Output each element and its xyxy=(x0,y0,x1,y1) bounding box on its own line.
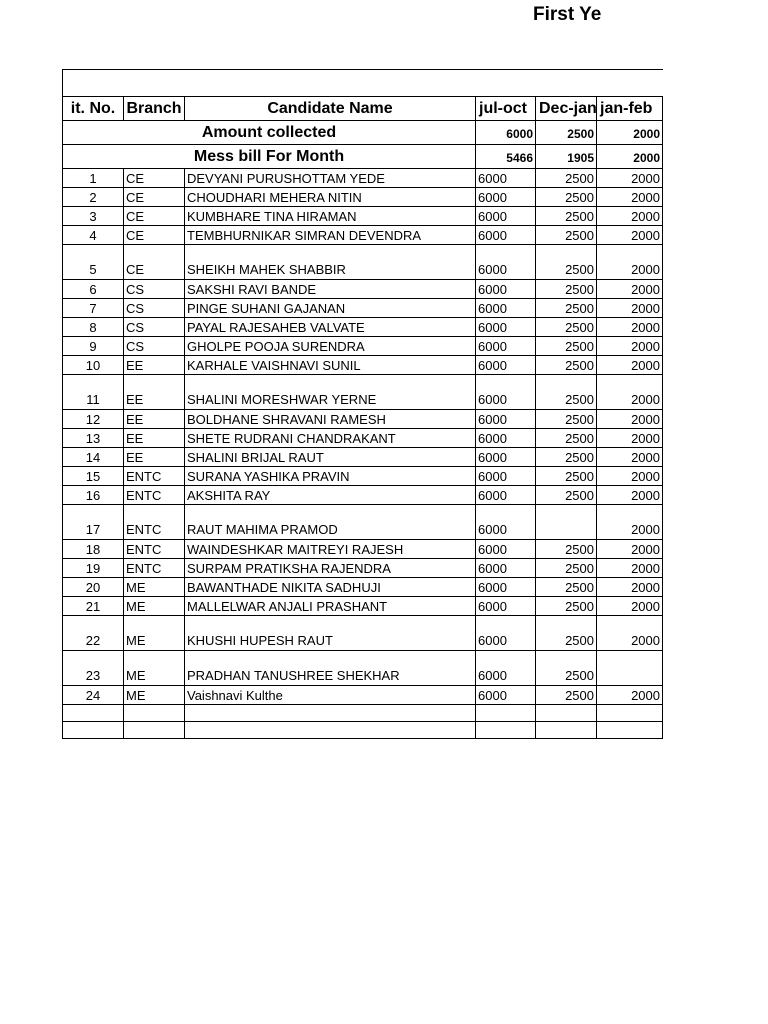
jul-oct-cell: 6000 xyxy=(476,540,536,559)
branch-cell: ME xyxy=(124,686,185,705)
serial-number-cell: 21 xyxy=(63,597,124,616)
candidate-name-cell: PINGE SUHANI GAJANAN xyxy=(185,299,476,318)
jan-feb-cell: 2000 xyxy=(597,429,663,448)
candidate-name-cell: DEVYANI PURUSHOTTAM YEDE xyxy=(185,169,476,188)
branch-cell: EE xyxy=(124,356,185,375)
jul-oct-cell: 6000 xyxy=(476,651,536,686)
serial-number-cell: 20 xyxy=(63,578,124,597)
branch-cell: EE xyxy=(124,448,185,467)
branch-cell: CE xyxy=(124,207,185,226)
header-jan-feb: jan-feb xyxy=(597,97,663,121)
branch-cell: ME xyxy=(124,597,185,616)
table-row xyxy=(63,188,663,207)
amount-collected-label: Amount collected xyxy=(63,121,476,145)
dec-jan-cell: 2500 xyxy=(536,356,597,375)
table-row xyxy=(63,318,663,337)
serial-number-cell: 18 xyxy=(63,540,124,559)
candidate-name-cell: AKSHITA RAY xyxy=(185,486,476,505)
branch-cell: EE xyxy=(124,429,185,448)
serial-number-cell: 13 xyxy=(63,429,124,448)
dec-jan-cell: 2500 xyxy=(536,375,597,410)
mess-bill-table xyxy=(62,69,663,739)
candidate-name-cell: WAINDESHKAR MAITREYI RAJESH xyxy=(185,540,476,559)
dec-jan-cell: 2500 xyxy=(536,410,597,429)
table-row xyxy=(63,486,663,505)
jan-feb-cell: 2000 xyxy=(597,597,663,616)
jan-feb-cell: 2000 xyxy=(597,169,663,188)
blank-row xyxy=(63,705,663,722)
branch-cell: CS xyxy=(124,337,185,356)
branch-cell: CE xyxy=(124,188,185,207)
jul-oct-cell: 6000 xyxy=(476,597,536,616)
table-row xyxy=(63,169,663,188)
jul-oct-cell: 6000 xyxy=(476,448,536,467)
branch-cell: CS xyxy=(124,280,185,299)
empty-cell xyxy=(476,705,536,722)
branch-cell: ENTC xyxy=(124,505,185,540)
candidate-name-cell: CHOUDHARI MEHERA NITIN xyxy=(185,188,476,207)
table-row xyxy=(63,429,663,448)
dec-jan-cell: 2500 xyxy=(536,448,597,467)
table-row xyxy=(63,410,663,429)
title-row xyxy=(63,70,663,97)
serial-number-cell: 12 xyxy=(63,410,124,429)
branch-cell: EE xyxy=(124,410,185,429)
table-row xyxy=(63,597,663,616)
jul-oct-cell: 6000 xyxy=(476,337,536,356)
branch-cell: ENTC xyxy=(124,486,185,505)
mess-bill-label: Mess bill For Month xyxy=(63,145,476,169)
candidate-name-cell: KARHALE VAISHNAVI SUNIL xyxy=(185,356,476,375)
dec-jan-cell: 2500 xyxy=(536,188,597,207)
jul-oct-cell: 6000 xyxy=(476,505,536,540)
jan-feb-cell: 2000 xyxy=(597,280,663,299)
candidate-name-cell: KUMBHARE TINA HIRAMAN xyxy=(185,207,476,226)
serial-number-cell: 8 xyxy=(63,318,124,337)
dec-jan-cell: 2500 xyxy=(536,318,597,337)
jan-feb-cell: 2000 xyxy=(597,299,663,318)
candidate-name-cell: BOLDHANE SHRAVANI RAMESH xyxy=(185,410,476,429)
serial-number-cell: 15 xyxy=(63,467,124,486)
table-row xyxy=(63,299,663,318)
candidate-name-cell: Vaishnavi Kulthe xyxy=(185,686,476,705)
mess-bill-jan-feb: 2000 xyxy=(597,145,663,169)
candidate-name-cell: SHETE RUDRANI CHANDRAKANT xyxy=(185,429,476,448)
empty-cell xyxy=(536,722,597,739)
jul-oct-cell: 6000 xyxy=(476,375,536,410)
serial-number-cell: 17 xyxy=(63,505,124,540)
header-row xyxy=(63,97,663,121)
table-row xyxy=(63,207,663,226)
jan-feb-cell: 2000 xyxy=(597,559,663,578)
jul-oct-cell: 6000 xyxy=(476,559,536,578)
dec-jan-cell: 2500 xyxy=(536,616,597,651)
empty-cell xyxy=(185,705,476,722)
candidate-name-cell: TEMBHURNIKAR SIMRAN DEVENDRA xyxy=(185,226,476,245)
branch-cell: ENTC xyxy=(124,467,185,486)
jul-oct-cell: 6000 xyxy=(476,207,536,226)
jul-oct-cell: 6000 xyxy=(476,578,536,597)
sheet-title: First Ye xyxy=(533,4,602,25)
jul-oct-cell: 6000 xyxy=(476,299,536,318)
serial-number-cell: 9 xyxy=(63,337,124,356)
serial-number-cell: 14 xyxy=(63,448,124,467)
branch-cell: CE xyxy=(124,169,185,188)
branch-cell: CE xyxy=(124,226,185,245)
serial-number-cell: 3 xyxy=(63,207,124,226)
blank-row xyxy=(63,722,663,739)
jan-feb-cell: 2000 xyxy=(597,318,663,337)
dec-jan-cell: 2500 xyxy=(536,245,597,280)
header-branch: Branch xyxy=(124,97,185,121)
jan-feb-cell: 2000 xyxy=(597,226,663,245)
header-candidate-name: Candidate Name xyxy=(185,97,476,121)
table-row xyxy=(63,616,663,651)
serial-number-cell: 4 xyxy=(63,226,124,245)
serial-number-cell: 6 xyxy=(63,280,124,299)
candidate-name-cell: PRADHAN TANUSHREE SHEKHAR xyxy=(185,651,476,686)
candidate-name-cell: BAWANTHADE NIKITA SADHUJI xyxy=(185,578,476,597)
serial-number-cell: 10 xyxy=(63,356,124,375)
empty-cell xyxy=(597,705,663,722)
dec-jan-cell: 2500 xyxy=(536,559,597,578)
spreadsheet xyxy=(62,69,660,739)
dec-jan-cell: 2500 xyxy=(536,207,597,226)
serial-number-cell: 2 xyxy=(63,188,124,207)
candidate-name-cell: MALLELWAR ANJALI PRASHANT xyxy=(185,597,476,616)
jul-oct-cell: 6000 xyxy=(476,280,536,299)
candidate-name-cell: SURANA YASHIKA PRAVIN xyxy=(185,467,476,486)
jan-feb-cell: 2000 xyxy=(597,245,663,280)
table-row xyxy=(63,375,663,410)
dec-jan-cell: 2500 xyxy=(536,540,597,559)
dec-jan-cell: 2500 xyxy=(536,467,597,486)
jul-oct-cell: 6000 xyxy=(476,245,536,280)
empty-cell xyxy=(476,722,536,739)
serial-number-cell: 1 xyxy=(63,169,124,188)
jan-feb-cell: 2000 xyxy=(597,448,663,467)
table-row xyxy=(63,540,663,559)
amount-collected-jan-feb: 2000 xyxy=(597,121,663,145)
table-row xyxy=(63,505,663,540)
branch-cell: CE xyxy=(124,245,185,280)
jan-feb-cell: 2000 xyxy=(597,686,663,705)
jul-oct-cell: 6000 xyxy=(476,467,536,486)
mess-bill-row xyxy=(63,145,663,169)
serial-number-cell: 23 xyxy=(63,651,124,686)
candidate-name-cell: KHUSHI HUPESH RAUT xyxy=(185,616,476,651)
jul-oct-cell: 6000 xyxy=(476,356,536,375)
table-row xyxy=(63,686,663,705)
dec-jan-cell: 2500 xyxy=(536,651,597,686)
candidate-name-cell: SHALINI BRIJAL RAUT xyxy=(185,448,476,467)
jan-feb-cell: 2000 xyxy=(597,540,663,559)
table-row xyxy=(63,651,663,686)
table-row xyxy=(63,467,663,486)
jan-feb-cell: 2000 xyxy=(597,616,663,651)
jan-feb-cell: 2000 xyxy=(597,337,663,356)
dec-jan-cell: 2500 xyxy=(536,686,597,705)
table-row xyxy=(63,280,663,299)
dec-jan-cell: 2500 xyxy=(536,486,597,505)
jul-oct-cell: 6000 xyxy=(476,429,536,448)
dec-jan-cell: 2500 xyxy=(536,337,597,356)
empty-cell xyxy=(63,722,124,739)
candidate-name-cell: PAYAL RAJESAHEB VALVATE xyxy=(185,318,476,337)
serial-number-cell: 11 xyxy=(63,375,124,410)
branch-cell: ENTC xyxy=(124,559,185,578)
empty-cell xyxy=(536,705,597,722)
table-row xyxy=(63,559,663,578)
jul-oct-cell: 6000 xyxy=(476,318,536,337)
jul-oct-cell: 6000 xyxy=(476,686,536,705)
jan-feb-cell: 2000 xyxy=(597,410,663,429)
jul-oct-cell: 6000 xyxy=(476,486,536,505)
dec-jan-cell: 2500 xyxy=(536,597,597,616)
jan-feb-cell: 2000 xyxy=(597,486,663,505)
serial-number-cell: 24 xyxy=(63,686,124,705)
candidate-name-cell: SURPAM PRATIKSHA RAJENDRA xyxy=(185,559,476,578)
serial-number-cell: 16 xyxy=(63,486,124,505)
jan-feb-cell: 2000 xyxy=(597,207,663,226)
empty-cell xyxy=(185,722,476,739)
table-row xyxy=(63,226,663,245)
jul-oct-cell: 6000 xyxy=(476,410,536,429)
empty-cell xyxy=(63,705,124,722)
jul-oct-cell: 6000 xyxy=(476,188,536,207)
header-dec-jan: Dec-jan xyxy=(536,97,597,121)
table-row xyxy=(63,245,663,280)
dec-jan-cell: 2500 xyxy=(536,299,597,318)
jan-feb-cell: 2000 xyxy=(597,578,663,597)
serial-number-cell: 22 xyxy=(63,616,124,651)
dec-jan-cell: 2500 xyxy=(536,169,597,188)
branch-cell: CS xyxy=(124,299,185,318)
empty-cell xyxy=(124,722,185,739)
candidate-name-cell: RAUT MAHIMA PRAMOD xyxy=(185,505,476,540)
serial-number-cell: 19 xyxy=(63,559,124,578)
branch-cell: ME xyxy=(124,616,185,651)
dec-jan-cell: 2500 xyxy=(536,280,597,299)
candidate-name-cell: SHALINI MORESHWAR YERNE xyxy=(185,375,476,410)
jan-feb-cell: 2000 xyxy=(597,467,663,486)
mess-bill-jul-oct: 5466 xyxy=(476,145,536,169)
branch-cell: ENTC xyxy=(124,540,185,559)
branch-cell: ME xyxy=(124,651,185,686)
table-row xyxy=(63,578,663,597)
jul-oct-cell: 6000 xyxy=(476,616,536,651)
jan-feb-cell: 2000 xyxy=(597,505,663,540)
table-row xyxy=(63,448,663,467)
table-row xyxy=(63,356,663,375)
jan-feb-cell: 2000 xyxy=(597,188,663,207)
header-jul-oct: jul-oct xyxy=(476,97,536,121)
candidate-name-cell: SHEIKH MAHEK SHABBIR xyxy=(185,245,476,280)
dec-jan-cell: 2500 xyxy=(536,429,597,448)
jul-oct-cell: 6000 xyxy=(476,226,536,245)
mess-bill-dec-jan: 1905 xyxy=(536,145,597,169)
branch-cell: EE xyxy=(124,375,185,410)
jan-feb-cell: 2000 xyxy=(597,375,663,410)
candidate-name-cell: SAKSHI RAVI BANDE xyxy=(185,280,476,299)
amount-collected-dec-jan: 2500 xyxy=(536,121,597,145)
jan-feb-cell xyxy=(597,651,663,686)
branch-cell: CS xyxy=(124,318,185,337)
dec-jan-cell: 2500 xyxy=(536,226,597,245)
jan-feb-cell: 2000 xyxy=(597,356,663,375)
dec-jan-cell: 2500 xyxy=(536,578,597,597)
header-sno: it. No. xyxy=(63,97,124,121)
empty-cell xyxy=(597,722,663,739)
serial-number-cell: 7 xyxy=(63,299,124,318)
branch-cell: ME xyxy=(124,578,185,597)
serial-number-cell: 5 xyxy=(63,245,124,280)
amount-collected-row xyxy=(63,121,663,145)
jul-oct-cell: 6000 xyxy=(476,169,536,188)
candidate-name-cell: GHOLPE POOJA SURENDRA xyxy=(185,337,476,356)
table-row xyxy=(63,337,663,356)
dec-jan-cell xyxy=(536,505,597,540)
empty-cell xyxy=(124,705,185,722)
amount-collected-jul-oct: 6000 xyxy=(476,121,536,145)
